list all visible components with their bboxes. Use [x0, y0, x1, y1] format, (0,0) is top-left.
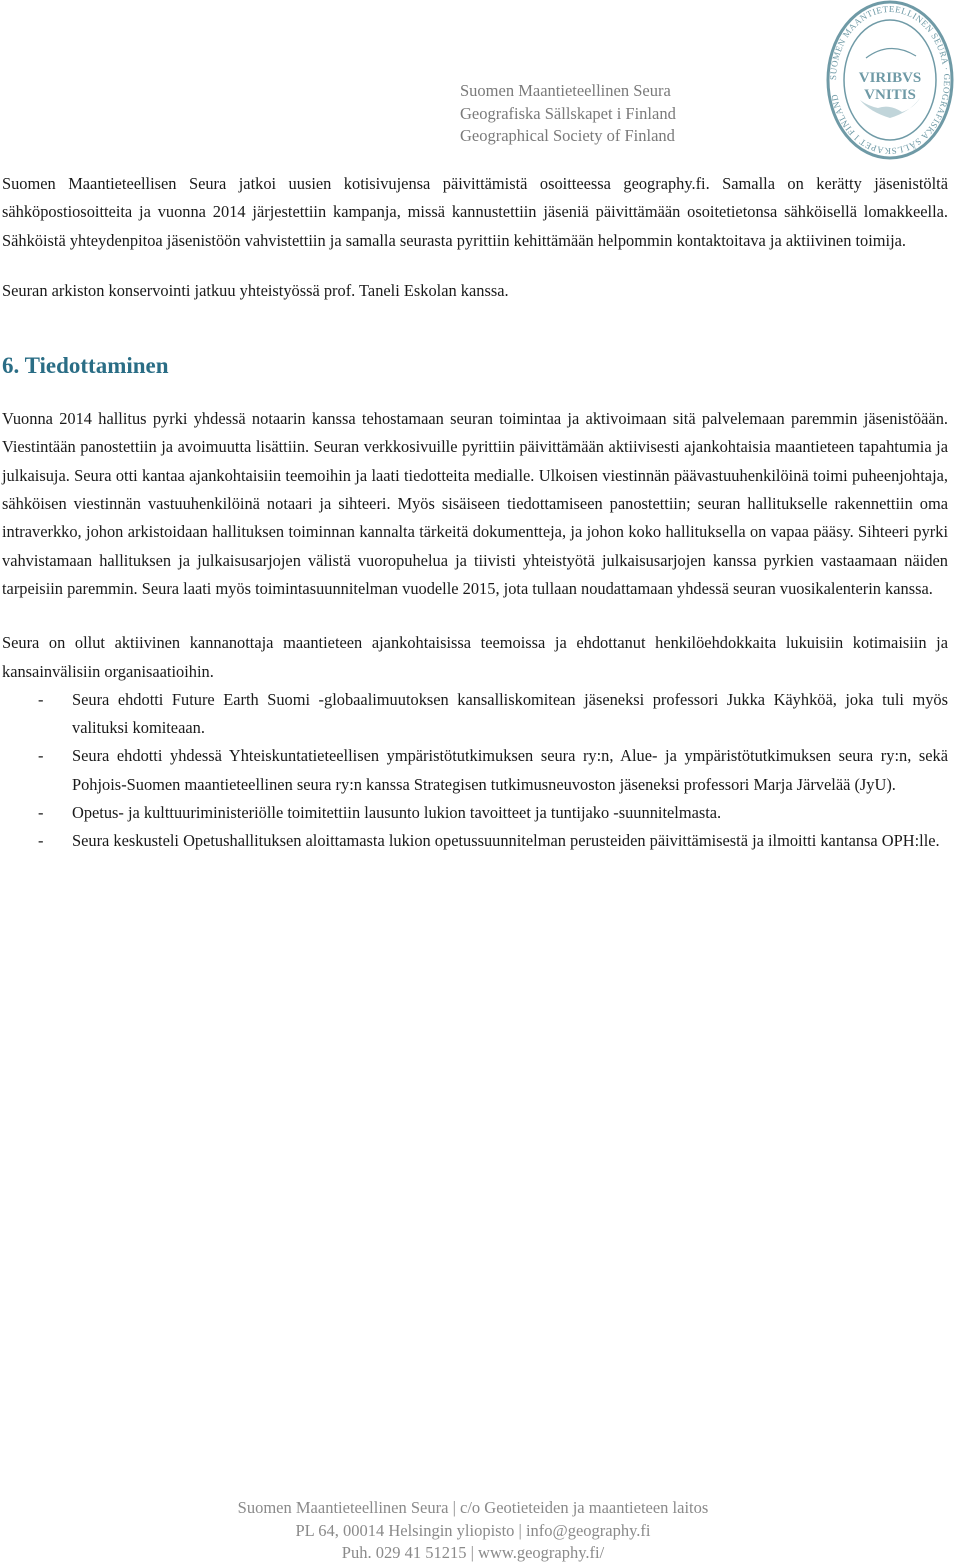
page-footer [0, 1497, 946, 1565]
society-seal-logo [826, 0, 954, 160]
footer-address-line: Suomen Maantieteellinen Seura | c/o Geotieteiden ja maantieteen laitos [237, 1498, 709, 1517]
dash-bullet: - [38, 746, 44, 766]
list-item-text: Seura keskusteli Opetushallituksen aloittamasta lukion opetussuunnitelman perusteiden päivittämisestä ja ilmoitti kantansa OPH:lle. [72, 831, 940, 851]
footer-postal-line: PL 64, 00014 Helsingin yliopisto | info@geography.fi [295, 1520, 651, 1540]
org-name-swedish: Geografiska Sällskapet i Finland [460, 103, 676, 123]
seal-ring-text: SUOMEN MAANTIETEELLINEN SEURA · GEOGRAFISKA SÄLLSKAPET I FINLAND [827, 3, 953, 157]
document-body [2, 170, 948, 856]
list-item [2, 799, 948, 827]
dash-bullet: - [38, 803, 44, 823]
list-item-text: Seura ehdotti Future Earth Suomi -globaalimuutoksen kansalliskomitean jäseneksi professori Jukka Käyhköä, joka tuli myös valituksi komiteaan. [72, 689, 948, 738]
footer-contact-line: Puh. 029 41 51215 | www.geography.fi/ [341, 1543, 605, 1562]
seal-motto-line1: VIRIBVS [858, 70, 922, 86]
list-item-text: Opetus- ja kulttuuriministeriölle toimitettiin lausunto lukion tavoitteet ja tuntijako -suunnitelmasta. [72, 803, 722, 823]
paragraph-archive: Seuran arkiston konservointi jatkuu yhteistyössä prof. Taneli Eskolan kanssa. [2, 280, 509, 300]
list-item-text: Seura ehdotti yhdessä Yhteiskuntatieteellisen ympäristötutkimuksen seura ry:n, Alue- ja ympäristötutkimuksen seura ry:n, sekä Pohjois-Suomen maantieteellinen seura ry:n kanssa Strategisen tutkimusneuvoston jäseneksi professori Marja Järvelää (JyU). [72, 746, 948, 794]
dash-bullet: - [38, 689, 44, 709]
nominations-list [2, 686, 948, 856]
seal-motto-line2: VNITIS [864, 87, 916, 103]
org-name-finnish: Suomen Maantieteellinen Seura [460, 81, 671, 100]
paragraph-statements: Seura on ollut aktiivinen kannanottaja maantieteen ajankohtaisissa teemoissa ja ehdottanut henkilöehdokkaita lukuisiin kotimaisiin ja kansainvälisiin organisaatioihin. [2, 633, 948, 681]
dash-bullet: - [38, 831, 44, 851]
paragraph-website: Suomen Maantieteellisen Seura jatkoi uusien kotisivujensa päivittämistä osoitteessa geography.fi. Samalla on kerätty jäsenistöltä sähköpostiosoitteita ja vuonna 2014 järjestettiin kampanja, missä kannustettiin jäseniä päivittämään osoitetietonsa sähköisellä lomakkeella. Sähköistä yhteydenpitoa jäsenistöön vahvistettiin ja samalla seurasta pyrittiin kehittämään helpommin kontaktoitava ja aktiivinen toimija. [2, 174, 948, 250]
organization-header [460, 80, 676, 148]
list-item [2, 827, 948, 855]
list-item [2, 742, 948, 799]
org-name-english: Geographical Society of Finland [460, 126, 675, 145]
list-item [2, 686, 948, 743]
section-heading-tiedottaminen: 6. Tiedottaminen [2, 353, 169, 379]
paragraph-communications: Vuonna 2014 hallitus pyrki yhdessä notaarin kanssa tehostamaan seuran toimintaa ja aktivoimaan sitä palvelemaan paremmin jäsenistöään. Viestintään panostettiin ja avoimuutta lisättiin. Seuran verkkosivuille pyrittiin päivittämään aktiivisesti ajankohtaisia maantieteen tapahtumia ja julkaisuja. Seura otti kantaa ajankohtaisiin teemoihin ja laati tiedotteita medialle. Ulkoisen viestinnän päävastuuhenkilöinä toimi puheenjohtaja, sähköisen viestinnän vastuuhenkilöinä notaari ja sihteeri. Myös sisäiseen tiedottamiseen panostettiin; seuran hallitukselle rakennettiin oma intraverkko, johon arkistoidaan hallituksen toiminnan kannalta tärkeitä dokumentteja, ja johon koko hallituksella on vapaa pääsy. Sihteeri pyrki vahvistamaan hallituksen ja julkaisusarjojen välistä vuoropuhelua ja tiivisti yhteistyötä julkaisusarjojen kanssa pyrkien vastaamaan näiden tarpeisiin paremmin. Seura laati myös toimintasuunnitelman vuodelle 2015, jota tullaan noudattamaan yhdessä seuran vuosikalenterin kanssa. [2, 409, 948, 598]
